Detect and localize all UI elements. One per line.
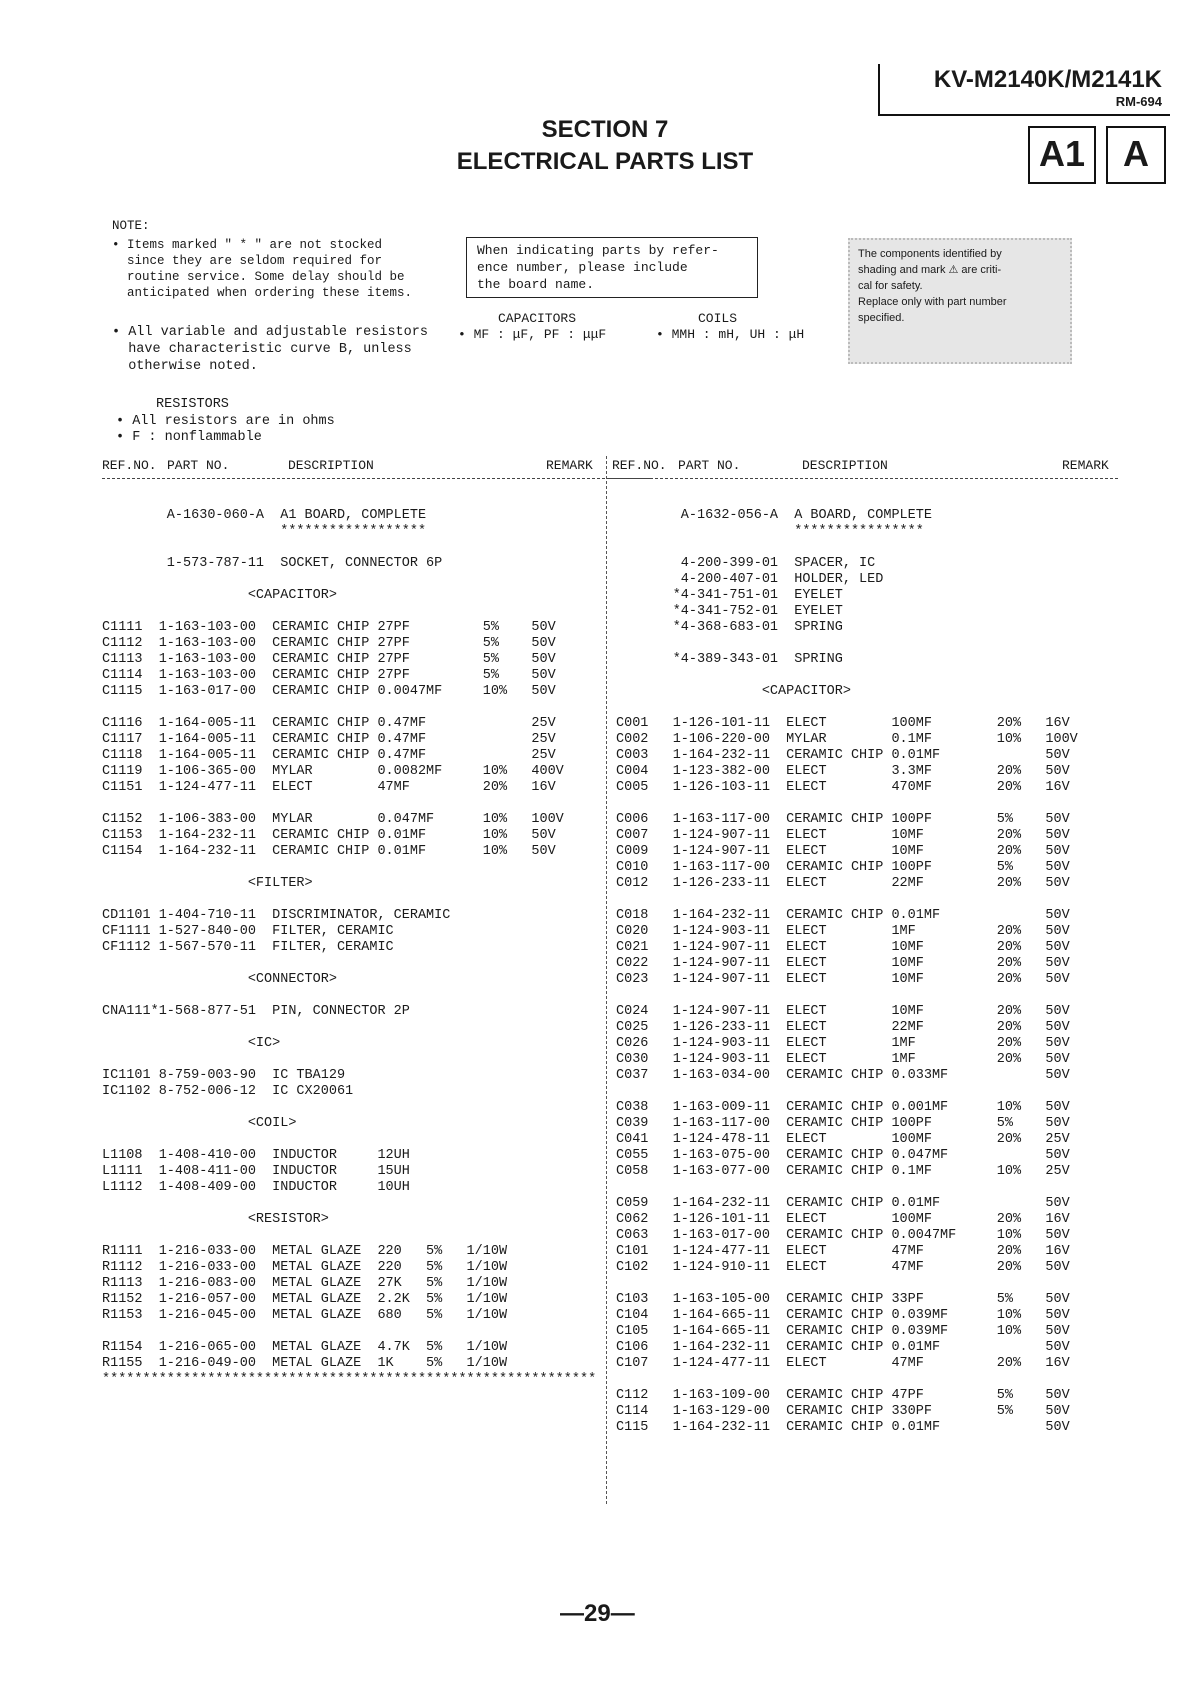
part-row: C1112 1-163-103-00 CERAMIC CHIP 27PF 5% 50V xyxy=(102,636,556,651)
part-row: 4-200-399-01 SPACER, IC xyxy=(616,556,876,571)
category-heading: <CAPACITOR> xyxy=(102,588,337,603)
part-row: C101 1-124-477-11 ELECT 47MF 20% 16V xyxy=(616,1244,1070,1259)
resistors-nonflammable-note: • F : nonflammable xyxy=(116,430,262,445)
part-row: CNA111*1-568-877-51 PIN, CONNECTOR 2P xyxy=(102,1004,410,1019)
part-row: C009 1-124-907-11 ELECT 10MF 20% 50V xyxy=(616,844,1070,859)
part-row: C030 1-124-903-11 ELECT 1MF 20% 50V xyxy=(616,1052,1070,1067)
coils-units: • MMH : mH, UH : μH xyxy=(656,327,805,342)
part-row: C020 1-124-903-11 ELECT 1MF 20% 50V xyxy=(616,924,1070,939)
part-row: *4-368-683-01 SPRING xyxy=(616,620,843,635)
part-row: R1152 1-216-057-00 METAL GLAZE 2.2K 5% 1/10W xyxy=(102,1292,508,1307)
coils-label: COILS xyxy=(698,311,738,326)
part-row: C039 1-163-117-00 CERAMIC CHIP 100PF 5% 50V xyxy=(616,1116,1070,1131)
part-row: *4-341-751-01 EYELET xyxy=(616,588,843,603)
part-row: C003 1-164-232-11 CERAMIC CHIP 0.01MF 50V xyxy=(616,748,1070,763)
part-row: C1114 1-163-103-00 CERAMIC CHIP 27PF 5% 50V xyxy=(102,668,556,683)
part-row: R1113 1-216-083-00 METAL GLAZE 27K 5% 1/10W xyxy=(102,1276,508,1291)
left-header-desc: DESCRIPTION xyxy=(288,458,374,473)
page-number: —29— xyxy=(560,1600,635,1627)
part-row: C004 1-123-382-00 ELECT 3.3MF 20% 50V xyxy=(616,764,1070,779)
part-row: L1108 1-408-410-00 INDUCTOR 12UH xyxy=(102,1148,410,1163)
left-header-remark: REMARK xyxy=(546,458,593,473)
part-row: C012 1-126-233-11 ELECT 22MF 20% 50V xyxy=(616,876,1070,891)
part-row: L1112 1-408-409-00 INDUCTOR 10UH xyxy=(102,1180,410,1195)
part-row: C1119 1-106-365-00 MYLAR 0.0082MF 10% 400V xyxy=(102,764,564,779)
part-row: C115 1-164-232-11 CERAMIC CHIP 0.01MF 50V xyxy=(616,1420,1070,1435)
part-row: C026 1-124-903-11 ELECT 1MF 20% 50V xyxy=(616,1036,1070,1051)
part-row: C1116 1-164-005-11 CERAMIC CHIP 0.47MF 25V xyxy=(102,716,556,731)
part-row: R1111 1-216-033-00 METAL GLAZE 220 5% 1/10W xyxy=(102,1244,508,1259)
category-heading: <COIL> xyxy=(102,1116,297,1131)
part-row: C1115 1-163-017-00 CERAMIC CHIP 0.0047MF 10% 50V xyxy=(102,684,556,699)
part-row: C106 1-164-232-11 CERAMIC CHIP 0.01MF 50V xyxy=(616,1340,1070,1355)
part-row: C1118 1-164-005-11 CERAMIC CHIP 0.47MF 25V xyxy=(102,748,556,763)
left-header-rule xyxy=(102,478,650,479)
separator-line: ************************************************************* xyxy=(102,1372,597,1387)
right-parts-list xyxy=(616,508,1136,1488)
part-row: C023 1-124-907-11 ELECT 10MF 20% 50V xyxy=(616,972,1070,987)
right-header-rule xyxy=(610,478,1118,479)
part-row: C105 1-164-665-11 CERAMIC CHIP 0.039MF 10% 50V xyxy=(616,1324,1070,1339)
part-row: C037 1-163-034-00 CERAMIC CHIP 0.033MF 50V xyxy=(616,1068,1070,1083)
model-header xyxy=(878,64,1170,116)
part-row: A-1632-056-A A BOARD, COMPLETE xyxy=(616,508,932,523)
part-row: C1151 1-124-477-11 ELECT 47MF 20% 16V xyxy=(102,780,556,795)
part-row: IC1102 8-752-006-12 IC CX20061 xyxy=(102,1084,354,1099)
part-row: C038 1-163-009-11 CERAMIC CHIP 0.001MF 10% 50V xyxy=(616,1100,1070,1115)
category-heading: <CAPACITOR> xyxy=(616,684,851,699)
part-row: C058 1-163-077-00 CERAMIC CHIP 0.1MF 10% 25V xyxy=(616,1164,1070,1179)
page-title: ELECTRICAL PARTS LIST xyxy=(456,148,754,175)
part-row: C010 1-163-117-00 CERAMIC CHIP 100PF 5% 50V xyxy=(616,860,1070,875)
part-row: 4-200-407-01 HOLDER, LED xyxy=(616,572,884,587)
part-row: C006 1-163-117-00 CERAMIC CHIP 100PF 5% 50V xyxy=(616,812,1070,827)
note-label: NOTE: xyxy=(112,219,150,233)
note-stock: • Items marked " * " are not stocked since they are seldom required for routine service. Some delay should be anticipated when ordering these items. xyxy=(112,238,413,300)
part-row: R1155 1-216-049-00 METAL GLAZE 1K 5% 1/10W xyxy=(102,1356,508,1371)
category-heading: <CONNECTOR> xyxy=(102,972,337,987)
part-row: C1111 1-163-103-00 CERAMIC CHIP 27PF 5% 50V xyxy=(102,620,556,635)
part-row: C018 1-164-232-11 CERAMIC CHIP 0.01MF 50V xyxy=(616,908,1070,923)
part-row: CD1101 1-404-710-11 DISCRIMINATOR, CERAMIC xyxy=(102,908,451,923)
column-divider xyxy=(606,456,607,1504)
part-row: C021 1-124-907-11 ELECT 10MF 20% 50V xyxy=(616,940,1070,955)
left-parts-list xyxy=(102,508,602,1508)
part-row: C022 1-124-907-11 ELECT 10MF 20% 50V xyxy=(616,956,1070,971)
board-letter-box: A xyxy=(1106,126,1166,184)
part-row: C107 1-124-477-11 ELECT 47MF 20% 16V xyxy=(616,1356,1070,1371)
part-row: C025 1-126-233-11 ELECT 22MF 20% 50V xyxy=(616,1020,1070,1035)
part-row: IC1101 8-759-003-90 IC TBA129 xyxy=(102,1068,346,1083)
right-header-ref: REF.NO. xyxy=(612,458,667,473)
part-row: C102 1-124-910-11 ELECT 47MF 20% 50V xyxy=(616,1260,1070,1275)
part-row: C007 1-124-907-11 ELECT 10MF 20% 50V xyxy=(616,828,1070,843)
left-header-part: PART NO. xyxy=(167,458,230,473)
part-row: C041 1-124-478-11 ELECT 100MF 20% 25V xyxy=(616,1132,1070,1147)
part-row: C059 1-164-232-11 CERAMIC CHIP 0.01MF 50V xyxy=(616,1196,1070,1211)
part-row: C104 1-164-665-11 CERAMIC CHIP 0.039MF 10% 50V xyxy=(616,1308,1070,1323)
right-header-remark: REMARK xyxy=(1062,458,1109,473)
part-row: A-1630-060-A A1 BOARD, COMPLETE xyxy=(102,508,427,523)
part-row: C1113 1-163-103-00 CERAMIC CHIP 27PF 5% 50V xyxy=(102,652,556,667)
left-header-ref: REF.NO. xyxy=(102,458,157,473)
part-row: CF1111 1-527-840-00 FILTER, CERAMIC xyxy=(102,924,394,939)
part-row: *4-389-343-01 SPRING xyxy=(616,652,843,667)
part-row: C1154 1-164-232-11 CERAMIC CHIP 0.01MF 10% 50V xyxy=(102,844,556,859)
separator-line: ****************** xyxy=(102,524,427,539)
board-code-box: A1 xyxy=(1028,126,1096,184)
part-row: C1153 1-164-232-11 CERAMIC CHIP 0.01MF 10% 50V xyxy=(102,828,556,843)
safety-notice: The components identified by shading and mark ⚠ are criti- cal for safety. Replace only with part number specified. xyxy=(848,238,1072,364)
category-heading: <FILTER> xyxy=(102,876,313,891)
part-row: R1153 1-216-045-00 METAL GLAZE 680 5% 1/10W xyxy=(102,1308,508,1323)
resistors-ohms-note: • All resistors are in ohms xyxy=(116,414,335,429)
section-number: SECTION 7 xyxy=(541,116,669,143)
part-row: C1152 1-106-383-00 MYLAR 0.047MF 10% 100V xyxy=(102,812,564,827)
part-row: C103 1-163-105-00 CERAMIC CHIP 33PF 5% 50V xyxy=(616,1292,1070,1307)
separator-line: **************** xyxy=(616,524,924,539)
section-title-block xyxy=(420,114,790,178)
category-heading: <RESISTOR> xyxy=(102,1212,329,1227)
part-row: L1111 1-408-411-00 INDUCTOR 15UH xyxy=(102,1164,410,1179)
reference-note-box: When indicating parts by refer- ence number, please include the board name. xyxy=(466,237,758,298)
part-row: C001 1-126-101-11 ELECT 100MF 20% 16V xyxy=(616,716,1070,731)
part-row: C112 1-163-109-00 CERAMIC CHIP 47PF 5% 50V xyxy=(616,1388,1070,1403)
right-header-part: PART NO. xyxy=(678,458,741,473)
part-row: C005 1-126-103-11 ELECT 470MF 20% 16V xyxy=(616,780,1070,795)
part-row: R1154 1-216-065-00 METAL GLAZE 4.7K 5% 1/10W xyxy=(102,1340,508,1355)
part-row: CF1112 1-567-570-11 FILTER, CERAMIC xyxy=(102,940,394,955)
part-row: C002 1-106-220-00 MYLAR 0.1MF 10% 100V xyxy=(616,732,1078,747)
category-heading: <IC> xyxy=(102,1036,281,1051)
part-row: R1112 1-216-033-00 METAL GLAZE 220 5% 1/10W xyxy=(102,1260,508,1275)
remote-model: RM-694 xyxy=(1115,94,1162,109)
part-row: C114 1-163-129-00 CERAMIC CHIP 330PF 5% 50V xyxy=(616,1404,1070,1419)
model-number: KV-M2140K/M2141K xyxy=(933,66,1162,93)
part-row: *4-341-752-01 EYELET xyxy=(616,604,843,619)
part-row: 1-573-787-11 SOCKET, CONNECTOR 6P xyxy=(102,556,443,571)
part-row: C063 1-163-017-00 CERAMIC CHIP 0.0047MF 10% 50V xyxy=(616,1228,1070,1243)
note-resistors-curve: • All variable and adjustable resistors have characteristic curve B, unless otherwise noted. xyxy=(112,325,428,374)
part-row: C055 1-163-075-00 CERAMIC CHIP 0.047MF 50V xyxy=(616,1148,1070,1163)
capacitors-units: • MF : μF, PF : μμF xyxy=(458,327,607,342)
part-row: C062 1-126-101-11 ELECT 100MF 20% 16V xyxy=(616,1212,1070,1227)
capacitors-label: CAPACITORS xyxy=(498,311,577,326)
part-row: C024 1-124-907-11 ELECT 10MF 20% 50V xyxy=(616,1004,1070,1019)
resistors-label: RESISTORS xyxy=(156,397,229,412)
right-header-desc: DESCRIPTION xyxy=(802,458,888,473)
part-row: C1117 1-164-005-11 CERAMIC CHIP 0.47MF 25V xyxy=(102,732,556,747)
